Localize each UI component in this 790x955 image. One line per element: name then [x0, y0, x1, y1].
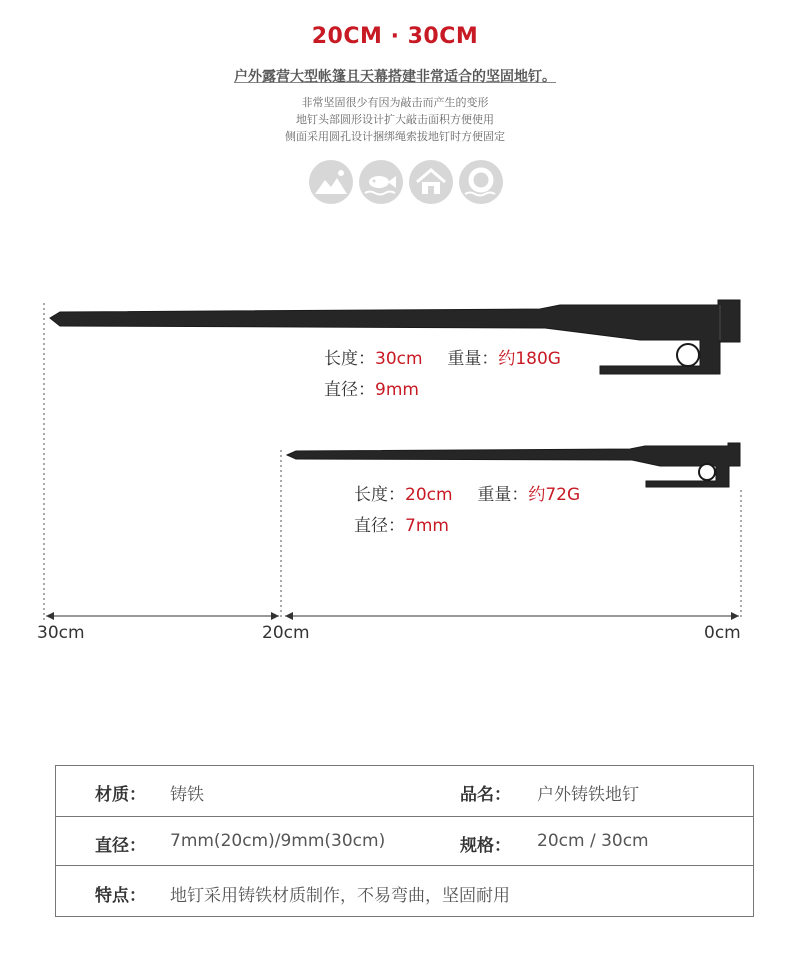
weight-label: 重量： [447, 349, 499, 369]
weight-value: 约180G [498, 349, 561, 369]
diameter-value: 9mm [375, 380, 419, 400]
diameter-label: 直径： [324, 380, 375, 400]
feature-line: 侧面采用圆孔设计捆绑绳索拔地钉时方便固定 [285, 130, 505, 143]
length-label: 长度： [324, 349, 375, 369]
small-stake-specs-row2 [354, 511, 449, 536]
scale-label-30cm: 30cm [37, 623, 85, 643]
small-stake-specs-row1 [354, 480, 580, 505]
feature-line: 非常坚固很少有因为敲击而产生的变形 [301, 96, 489, 109]
table-row [56, 816, 753, 866]
length-label: 长度： [354, 485, 405, 505]
weight-label: 重量： [477, 485, 529, 505]
large-stake-specs-row2 [324, 375, 419, 400]
scale-label-0cm: 0cm [704, 623, 741, 643]
name-value: 户外铸铁地钉 [537, 785, 639, 805]
size-value: 20cm / 30cm [537, 831, 649, 851]
scale-label-20cm: 20cm [262, 623, 310, 643]
weight-value: 约72G [528, 485, 581, 505]
scale-arrow-30-20 [46, 612, 279, 620]
scale-arrow-20-0 [285, 612, 739, 620]
subtitle-text: 户外露营大型帐篷且天幕搭建非常适合的坚固地钉。 [234, 69, 556, 85]
diameter-value: 7mm [405, 516, 449, 536]
diameter-label: 直径： [354, 516, 405, 536]
length-value: 20cm [405, 485, 453, 505]
large-stake-specs-row1 [324, 344, 561, 369]
feature-value: 地钉采用铸铁材质制作，不易弯曲，坚固耐用 [170, 886, 510, 906]
table-row [56, 766, 753, 816]
spec-table [55, 765, 754, 917]
diameter-value: 7mm(20cm)/9mm(30cm) [170, 831, 386, 851]
feature-line: 地钉头部圆形设计扩大敲击面积方便使用 [296, 113, 494, 126]
size-key: 规格： [460, 836, 511, 856]
page-title: 20CM · 30CM [311, 24, 479, 49]
length-value: 30cm [375, 349, 423, 369]
diameter-key: 直径： [95, 836, 146, 856]
material-key: 材质： [95, 785, 146, 805]
table-row [56, 867, 753, 917]
name-key: 品名： [460, 785, 511, 805]
feature-key: 特点： [95, 886, 146, 906]
material-value: 铸铁 [170, 785, 204, 805]
